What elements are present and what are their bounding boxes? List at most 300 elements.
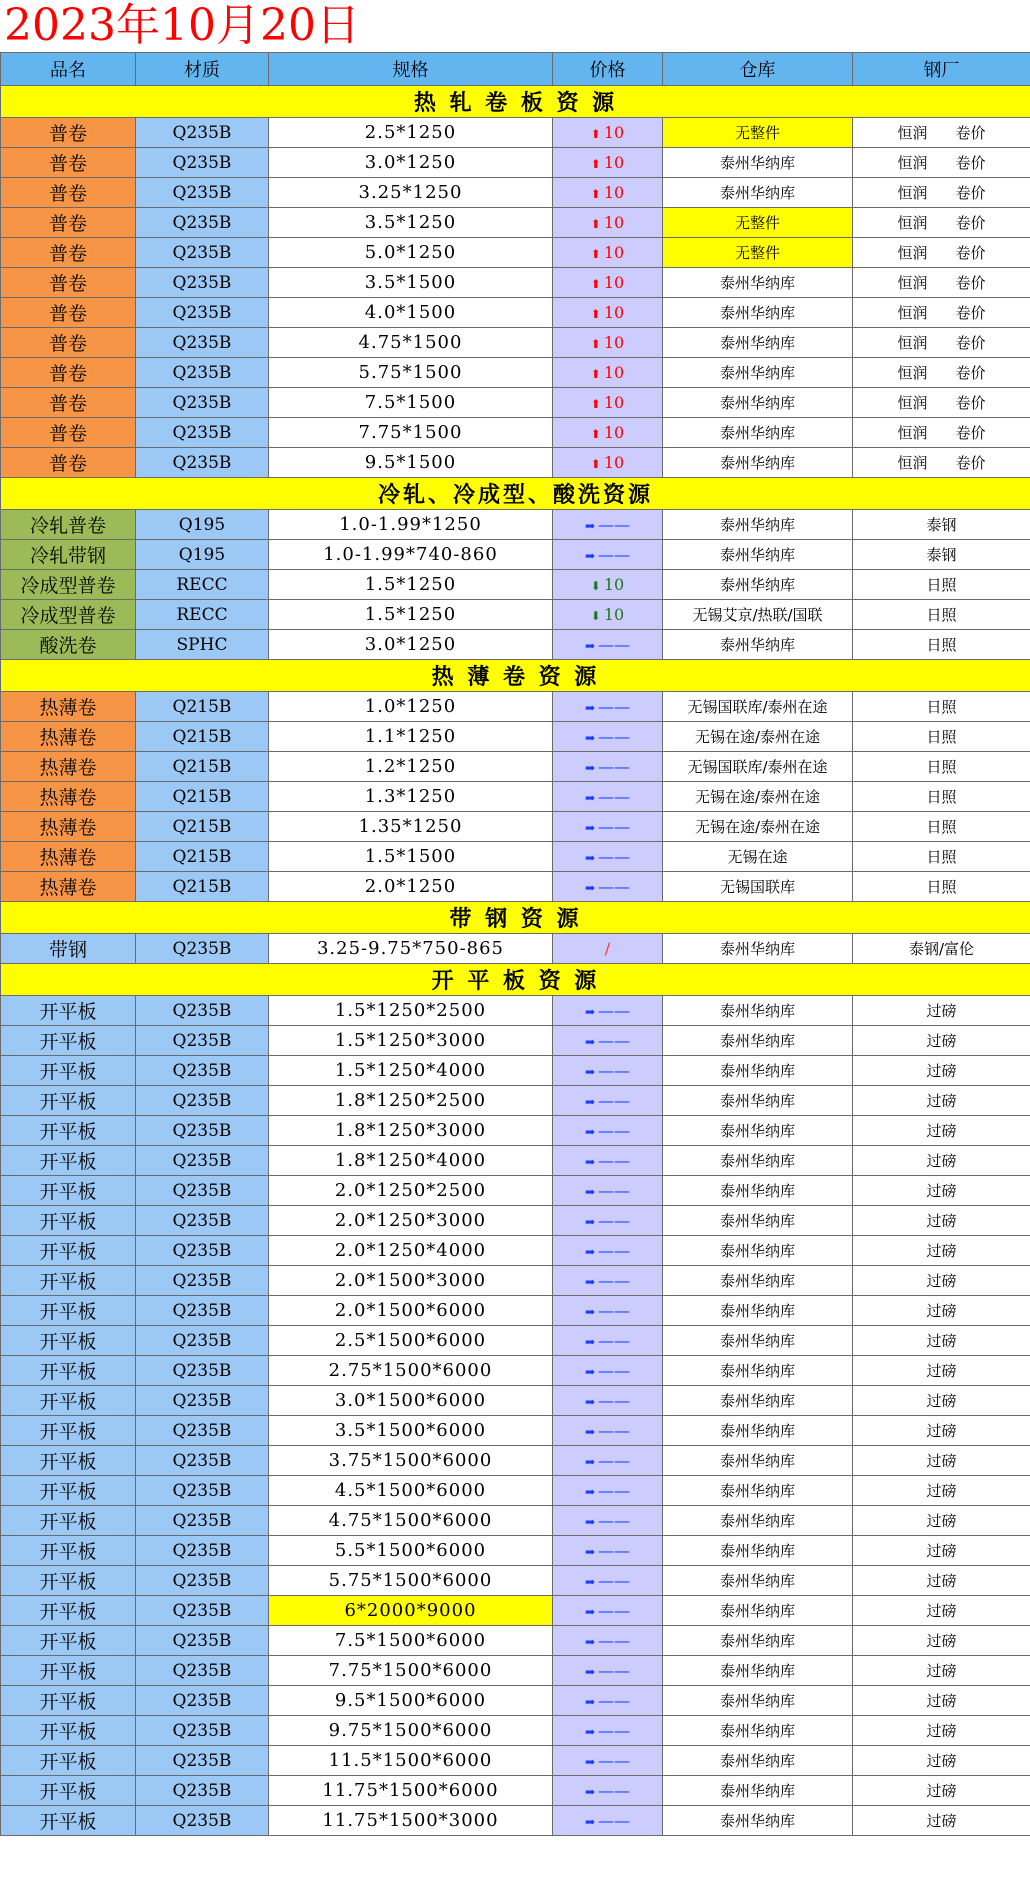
mill-cell	[853, 1536, 1030, 1566]
spec-cell: 1.8*1250*2500	[269, 1086, 553, 1116]
table-row	[1, 1206, 1030, 1236]
table-row	[1, 1776, 1030, 1806]
table-row	[1, 510, 1030, 540]
mill-name: 日照	[926, 606, 957, 624]
mill-cell	[853, 996, 1030, 1026]
mill-cell	[853, 1356, 1030, 1386]
mill-cell	[853, 1386, 1030, 1416]
mill-name: 过磅	[926, 1662, 957, 1680]
warehouse-cell: 泰州华纳库	[663, 1626, 853, 1656]
mill-name: 过磅	[926, 1362, 957, 1380]
price-cell	[553, 1506, 663, 1536]
spec-cell: 3.0*1250	[269, 630, 553, 660]
material-cell: Q215B	[136, 842, 269, 872]
price-value: 10	[603, 303, 625, 322]
price-value: ——	[598, 515, 631, 534]
arrow-right-icon: ➡	[584, 1575, 596, 1589]
mill-cell	[853, 782, 1030, 812]
product-name-cell: 开平板	[1, 1656, 136, 1686]
mill-note: 卷价	[955, 124, 986, 142]
price-cell	[553, 1566, 663, 1596]
mill-name: 恒润	[897, 154, 928, 172]
mill-note: 卷价	[955, 274, 986, 292]
arrow-up-icon: ⬆	[590, 127, 601, 141]
material-cell: Q235B	[136, 1026, 269, 1056]
mill-cell	[853, 1326, 1030, 1356]
mill-cell	[853, 238, 1030, 268]
mill-name: 过磅	[926, 1332, 957, 1350]
warehouse-cell: 泰州华纳库	[663, 1326, 853, 1356]
material-cell: RECC	[136, 570, 269, 600]
mill-cell	[853, 540, 1030, 570]
warehouse-cell: 泰州华纳库	[663, 1266, 853, 1296]
price-cell	[553, 1296, 663, 1326]
mill-name: 过磅	[926, 1422, 957, 1440]
price-cell	[553, 842, 663, 872]
warehouse-cell: 泰州华纳库	[663, 358, 853, 388]
mill-note: 卷价	[955, 184, 986, 202]
table-row	[1, 540, 1030, 570]
price-cell	[553, 1146, 663, 1176]
material-cell: Q235B	[136, 1416, 269, 1446]
spec-cell: 7.75*1500	[269, 418, 553, 448]
mill-name: 恒润	[897, 454, 928, 472]
spec-cell: 1.8*1250*3000	[269, 1116, 553, 1146]
mill-name: 过磅	[926, 1152, 957, 1170]
arrow-right-icon: ➡	[584, 1425, 596, 1439]
warehouse-cell: 无锡在途	[663, 842, 853, 872]
product-name-cell: 普卷	[1, 118, 136, 148]
price-cell	[553, 118, 663, 148]
material-cell: Q235B	[136, 328, 269, 358]
spec-cell: 4.0*1500	[269, 298, 553, 328]
warehouse-cell: 泰州华纳库	[663, 1206, 853, 1236]
product-name-cell: 开平板	[1, 1716, 136, 1746]
spec-cell: 1.5*1250*2500	[269, 996, 553, 1026]
arrow-right-icon: ➡	[584, 791, 596, 805]
mill-cell	[853, 1596, 1030, 1626]
price-value: ——	[598, 1271, 631, 1290]
warehouse-cell: 无锡国联库/泰州在途	[663, 692, 853, 722]
table-row	[1, 328, 1030, 358]
warehouse-cell: 泰州华纳库	[663, 1296, 853, 1326]
mill-cell	[853, 1116, 1030, 1146]
price-value: ——	[598, 1391, 631, 1410]
warehouse-cell: 泰州华纳库	[663, 1476, 853, 1506]
section-title: 冷轧、冷成型、酸洗资源	[1, 478, 1030, 510]
table-row	[1, 692, 1030, 722]
product-name-cell: 开平板	[1, 1386, 136, 1416]
warehouse-cell: 泰州华纳库	[663, 1236, 853, 1266]
price-value: 10	[603, 393, 625, 412]
warehouse-cell: 泰州华纳库	[663, 1716, 853, 1746]
table-row	[1, 1626, 1030, 1656]
price-table	[0, 52, 1030, 1836]
mill-cell	[853, 1176, 1030, 1206]
spec-cell: 3.5*1500*6000	[269, 1416, 553, 1446]
mill-cell	[853, 1416, 1030, 1446]
table-row	[1, 238, 1030, 268]
price-cell	[553, 388, 663, 418]
material-cell: Q235B	[136, 1596, 269, 1626]
arrow-right-icon: ➡	[584, 1125, 596, 1139]
price-cell	[553, 208, 663, 238]
material-cell: Q235B	[136, 1236, 269, 1266]
mill-cell	[853, 630, 1030, 660]
table-row	[1, 268, 1030, 298]
table-row	[1, 1806, 1030, 1836]
mill-cell	[853, 418, 1030, 448]
table-row	[1, 1176, 1030, 1206]
price-cell	[553, 298, 663, 328]
spec-cell: 9.5*1500	[269, 448, 553, 478]
mill-name: 过磅	[926, 1212, 957, 1230]
table-row	[1, 388, 1030, 418]
arrow-right-icon: ➡	[584, 1305, 596, 1319]
price-value: ——	[598, 1781, 631, 1800]
price-value: ——	[598, 697, 631, 716]
table-row	[1, 298, 1030, 328]
price-cell	[553, 1056, 663, 1086]
spec-cell: 2.0*1250	[269, 872, 553, 902]
price-cell	[553, 448, 663, 478]
mill-cell	[853, 148, 1030, 178]
spec-cell: 5.0*1250	[269, 238, 553, 268]
price-value: ——	[598, 635, 631, 654]
table-row	[1, 178, 1030, 208]
price-cell	[553, 1746, 663, 1776]
mill-cell	[853, 118, 1030, 148]
product-name-cell: 开平板	[1, 1056, 136, 1086]
spec-cell: 1.5*1250	[269, 570, 553, 600]
mill-name: 过磅	[926, 1632, 957, 1650]
table-row	[1, 1746, 1030, 1776]
spec-cell: 5.75*1500*6000	[269, 1566, 553, 1596]
mill-cell	[853, 268, 1030, 298]
price-value: ——	[598, 545, 631, 564]
product-name-cell: 开平板	[1, 996, 136, 1026]
spec-cell: 1.2*1250	[269, 752, 553, 782]
material-cell: Q235B	[136, 1806, 269, 1836]
product-name-cell: 冷轧带钢	[1, 540, 136, 570]
mill-cell	[853, 692, 1030, 722]
price-cell	[553, 1656, 663, 1686]
arrow-right-icon: ➡	[584, 519, 596, 533]
mill-note: 卷价	[955, 424, 986, 442]
arrow-right-icon: ➡	[584, 1185, 596, 1199]
spec-cell: 2.5*1250	[269, 118, 553, 148]
header-spec: 规格	[269, 53, 553, 86]
arrow-up-icon: ⬆	[590, 307, 601, 321]
spec-cell: 1.0-1.99*740-860	[269, 540, 553, 570]
arrow-up-icon: ⬆	[590, 427, 601, 441]
table-row	[1, 1356, 1030, 1386]
material-cell: Q235B	[136, 1296, 269, 1326]
material-cell: Q235B	[136, 1086, 269, 1116]
spec-cell: 2.0*1250*2500	[269, 1176, 553, 1206]
product-name-cell: 冷轧普卷	[1, 510, 136, 540]
section-header	[1, 964, 1030, 996]
mill-name: 泰钢	[926, 546, 957, 564]
material-cell: Q235B	[136, 238, 269, 268]
price-value: 10	[603, 153, 625, 172]
header-price: 价格	[553, 53, 663, 86]
spec-cell: 11.5*1500*6000	[269, 1746, 553, 1776]
table-row	[1, 1416, 1030, 1446]
header-warehouse: 仓库	[663, 53, 853, 86]
material-cell: Q235B	[136, 298, 269, 328]
mill-name: 过磅	[926, 1782, 957, 1800]
spec-cell: 1.5*1500	[269, 842, 553, 872]
price-cell	[553, 934, 663, 964]
mill-name: 恒润	[897, 124, 928, 142]
price-value: ——	[598, 817, 631, 836]
product-name-cell: 普卷	[1, 388, 136, 418]
section-header	[1, 660, 1030, 692]
table-row	[1, 1236, 1030, 1266]
arrow-right-icon: ➡	[584, 1275, 596, 1289]
warehouse-cell: 泰州华纳库	[663, 1506, 853, 1536]
mill-name: 过磅	[926, 1092, 957, 1110]
mill-cell	[853, 1296, 1030, 1326]
price-value: ——	[598, 1031, 631, 1050]
spec-cell: 5.75*1500	[269, 358, 553, 388]
warehouse-cell: 泰州华纳库	[663, 570, 853, 600]
warehouse-cell: 泰州华纳库	[663, 418, 853, 448]
material-cell: Q235B	[136, 118, 269, 148]
price-value: ——	[598, 1541, 631, 1560]
product-name-cell: 普卷	[1, 358, 136, 388]
mill-cell	[853, 388, 1030, 418]
arrow-right-icon: ➡	[584, 1005, 596, 1019]
table-row	[1, 1386, 1030, 1416]
mill-cell	[853, 510, 1030, 540]
product-name-cell: 开平板	[1, 1476, 136, 1506]
warehouse-cell: 泰州华纳库	[663, 996, 853, 1026]
mill-name: 过磅	[926, 1692, 957, 1710]
material-cell: Q235B	[136, 388, 269, 418]
price-value: 10	[603, 575, 625, 594]
price-value: 10	[603, 363, 625, 382]
arrow-right-icon: ➡	[584, 549, 596, 563]
material-cell: Q215B	[136, 872, 269, 902]
mill-cell	[853, 570, 1030, 600]
price-cell	[553, 600, 663, 630]
product-name-cell: 开平板	[1, 1416, 136, 1446]
arrow-right-icon: ➡	[584, 1035, 596, 1049]
price-value: ——	[598, 1481, 631, 1500]
product-name-cell: 开平板	[1, 1746, 136, 1776]
mill-cell	[853, 1686, 1030, 1716]
product-name-cell: 开平板	[1, 1506, 136, 1536]
table-row	[1, 1596, 1030, 1626]
product-name-cell: 开平板	[1, 1686, 136, 1716]
mill-name: 日照	[926, 698, 957, 716]
mill-cell	[853, 842, 1030, 872]
arrow-right-icon: ➡	[584, 1245, 596, 1259]
mill-name: 日照	[926, 636, 957, 654]
warehouse-cell: 泰州华纳库	[663, 1656, 853, 1686]
price-cell	[553, 1776, 663, 1806]
table-row	[1, 1026, 1030, 1056]
material-cell: Q235B	[136, 1326, 269, 1356]
table-row	[1, 1446, 1030, 1476]
header-mill: 钢厂	[853, 53, 1030, 86]
mill-cell	[853, 1146, 1030, 1176]
price-value: ——	[598, 1421, 631, 1440]
warehouse-cell: 泰州华纳库	[663, 1356, 853, 1386]
mill-name: 过磅	[926, 1602, 957, 1620]
warehouse-cell: 泰州华纳库	[663, 328, 853, 358]
price-cell	[553, 570, 663, 600]
warehouse-cell: 无整件	[663, 118, 853, 148]
arrow-up-icon: ⬆	[590, 397, 601, 411]
mill-name: 过磅	[926, 1512, 957, 1530]
table-row	[1, 872, 1030, 902]
mill-name: 过磅	[926, 1722, 957, 1740]
mill-name: 日照	[926, 576, 957, 594]
price-value: 10	[603, 273, 625, 292]
material-cell: Q235B	[136, 1506, 269, 1536]
mill-note: 卷价	[955, 304, 986, 322]
mill-cell	[853, 1206, 1030, 1236]
table-row	[1, 1566, 1030, 1596]
material-cell: Q235B	[136, 934, 269, 964]
section-title: 开 平 板 资 源	[1, 964, 1030, 996]
price-cell	[553, 692, 663, 722]
table-row	[1, 118, 1030, 148]
mill-name: 过磅	[926, 1272, 957, 1290]
spec-cell: 3.0*1250	[269, 148, 553, 178]
price-value: ——	[598, 1061, 631, 1080]
arrow-right-icon: ➡	[584, 1065, 596, 1079]
product-name-cell: 热薄卷	[1, 752, 136, 782]
mill-name: 恒润	[897, 244, 928, 262]
material-cell: Q235B	[136, 1686, 269, 1716]
price-value: ——	[598, 1301, 631, 1320]
arrow-right-icon: ➡	[584, 1545, 596, 1559]
product-name-cell: 开平板	[1, 1296, 136, 1326]
spec-cell: 2.75*1500*6000	[269, 1356, 553, 1386]
price-cell	[553, 1716, 663, 1746]
mill-note: 卷价	[955, 454, 986, 472]
mill-name: 过磅	[926, 1302, 957, 1320]
spec-cell: 1.5*1250*3000	[269, 1026, 553, 1056]
price-value: 10	[603, 333, 625, 352]
mill-name: 恒润	[897, 334, 928, 352]
warehouse-cell: 泰州华纳库	[663, 268, 853, 298]
warehouse-cell: 泰州华纳库	[663, 1056, 853, 1086]
mill-name: 过磅	[926, 1572, 957, 1590]
warehouse-cell: 泰州华纳库	[663, 148, 853, 178]
mill-cell	[853, 1776, 1030, 1806]
page-title: 2023年10月20日	[4, 0, 360, 51]
price-cell	[553, 1476, 663, 1506]
material-cell: Q235B	[136, 1476, 269, 1506]
spec-cell: 2.0*1250*4000	[269, 1236, 553, 1266]
warehouse-cell: 泰州华纳库	[663, 1026, 853, 1056]
arrow-right-icon: ➡	[584, 1665, 596, 1679]
arrow-up-icon: ⬆	[590, 157, 601, 171]
price-value: ——	[598, 1181, 631, 1200]
product-name-cell: 开平板	[1, 1026, 136, 1056]
price-value: ——	[598, 1451, 631, 1470]
warehouse-cell: 泰州华纳库	[663, 540, 853, 570]
product-name-cell: 普卷	[1, 268, 136, 298]
spec-cell: 3.5*1500	[269, 268, 553, 298]
product-name-cell: 开平板	[1, 1206, 136, 1236]
mill-name: 恒润	[897, 394, 928, 412]
mill-note: 卷价	[955, 334, 986, 352]
spec-cell: 6*2000*9000	[269, 1596, 553, 1626]
price-cell	[553, 1326, 663, 1356]
product-name-cell: 开平板	[1, 1146, 136, 1176]
price-value: 10	[603, 243, 625, 262]
mill-name: 过磅	[926, 1392, 957, 1410]
warehouse-cell: 泰州华纳库	[663, 1686, 853, 1716]
spec-cell: 1.5*1250*4000	[269, 1056, 553, 1086]
material-cell: Q235B	[136, 996, 269, 1026]
warehouse-cell: 无锡艾京/热联/国联	[663, 600, 853, 630]
mill-note: 卷价	[955, 394, 986, 412]
table-row	[1, 934, 1030, 964]
warehouse-cell: 泰州华纳库	[663, 1116, 853, 1146]
arrow-up-icon: ⬆	[590, 187, 601, 201]
spec-cell: 3.25-9.75*750-865	[269, 934, 553, 964]
section-header	[1, 902, 1030, 934]
spec-cell: 2.0*1500*3000	[269, 1266, 553, 1296]
price-value: ——	[598, 1241, 631, 1260]
material-cell: Q235B	[136, 1056, 269, 1086]
price-cell	[553, 1626, 663, 1656]
price-cell	[553, 358, 663, 388]
price-cell	[553, 1266, 663, 1296]
product-name-cell: 开平板	[1, 1566, 136, 1596]
spec-cell: 1.35*1250	[269, 812, 553, 842]
product-name-cell: 普卷	[1, 178, 136, 208]
mill-cell	[853, 934, 1030, 964]
price-cell	[553, 1596, 663, 1626]
material-cell: Q235B	[136, 1146, 269, 1176]
price-cell	[553, 722, 663, 752]
arrow-up-icon: ⬆	[590, 337, 601, 351]
arrow-up-icon: ⬆	[590, 217, 601, 231]
table-row	[1, 782, 1030, 812]
spec-cell: 1.0*1250	[269, 692, 553, 722]
table-row	[1, 570, 1030, 600]
spec-cell: 1.8*1250*4000	[269, 1146, 553, 1176]
table-row	[1, 1086, 1030, 1116]
product-name-cell: 开平板	[1, 1596, 136, 1626]
table-row	[1, 418, 1030, 448]
mill-name: 过磅	[926, 1242, 957, 1260]
table-row	[1, 1506, 1030, 1536]
table-row	[1, 1146, 1030, 1176]
mill-name: 过磅	[926, 1032, 957, 1050]
table-row	[1, 1296, 1030, 1326]
mill-name: 日照	[926, 728, 957, 746]
section-title: 带 钢 资 源	[1, 902, 1030, 934]
price-cell	[553, 268, 663, 298]
price-value: ——	[598, 847, 631, 866]
material-cell: Q235B	[136, 268, 269, 298]
material-cell: Q235B	[136, 1626, 269, 1656]
table-row	[1, 722, 1030, 752]
product-name-cell: 热薄卷	[1, 872, 136, 902]
spec-cell: 2.0*1250*3000	[269, 1206, 553, 1236]
warehouse-cell: 泰州华纳库	[663, 298, 853, 328]
price-cell	[553, 1206, 663, 1236]
